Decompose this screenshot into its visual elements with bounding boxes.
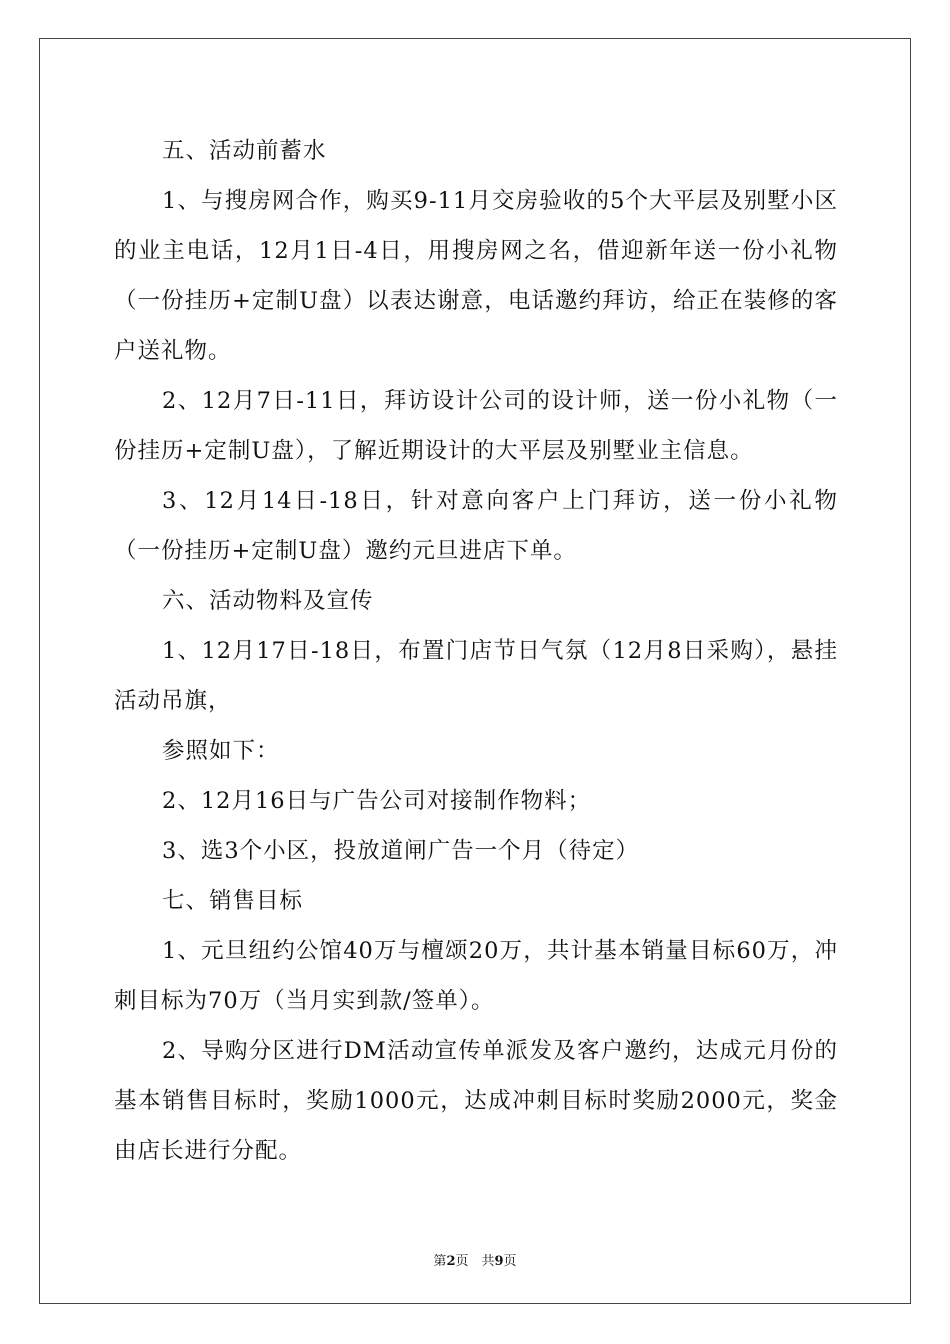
section-heading-7: 七、销售目标 [162,888,304,914]
paragraph: 1、与搜房网合作，购买9-11月交房验收的5个大平层及别墅小区的业主电话，12月1日-4日，用搜房网之名，借迎新年送一份小礼物（一份挂历+定制U盘）以表达谢意，电话邀约拜访，给正在装修的客户送礼物。 [114,188,838,364]
paragraph: 参照如下： [162,738,280,764]
footer-mid: 页 共 [455,1254,495,1269]
current-page-number: 2 [446,1254,456,1269]
paragraph: 2、12月7日-11日，拜访设计公司的设计师，送一份小礼物（一份挂历+定制U盘），了解近期设计的大平层及别墅业主信息。 [114,388,838,464]
footer-suffix: 页 [503,1254,517,1269]
paragraph: 3、12月14日-18日，针对意向客户上门拜访，送一份小礼物（一份挂历+定制U盘）邀约元旦进店下单。 [114,488,838,564]
footer-prefix: 第 [433,1254,447,1269]
paragraph: 2、12月16日与广告公司对接制作物料； [162,788,592,814]
paragraph: 1、元旦纽约公馆40万与檀颂20万，共计基本销量目标60万，冲刺目标为70万（当月实到款/签单）。 [114,938,838,1014]
paragraph: 2、导购分区进行DM活动宣传单派发及客户邀约，达成元月份的基本销售目标时，奖励1000元，达成冲刺目标时奖励2000元，奖金由店长进行分配。 [114,1038,838,1164]
section-heading-6: 六、活动物料及宣传 [162,588,374,614]
document-body [114,126,838,1176]
paragraph: 1、12月17日-18日，布置门店节日气氛（12月8日采购），悬挂活动吊旗， [114,638,838,714]
total-page-number: 9 [494,1254,504,1269]
page-footer [0,1250,950,1269]
paragraph: 3、选3个小区，投放道闸广告一个月（待定） [162,838,640,864]
section-heading-5: 五、活动前蓄水 [162,138,327,164]
